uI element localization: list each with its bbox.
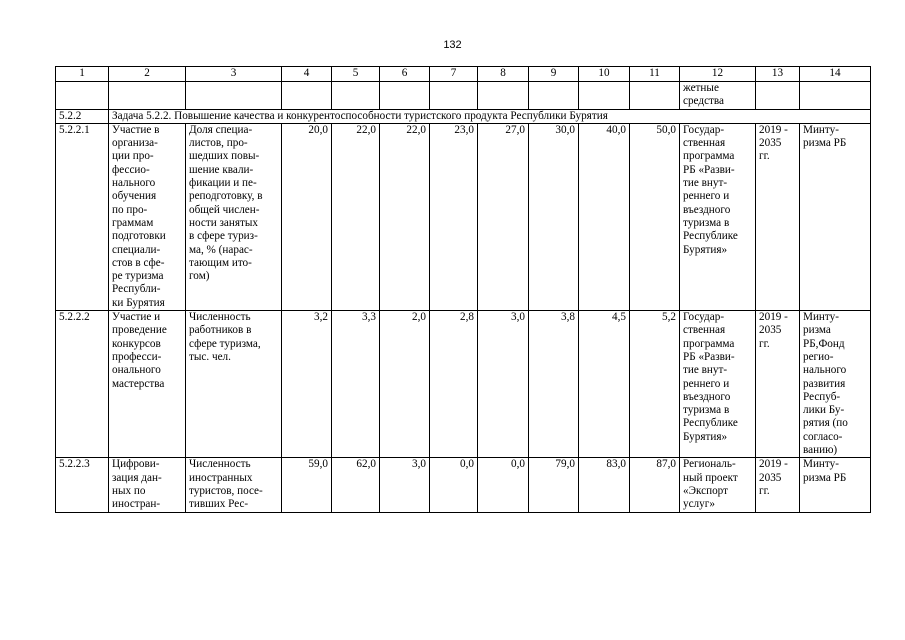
program-cell: Государ- ственная программа РБ «Разви- тие внут- реннего и въездного туризма в Республике Бурятия» <box>680 311 756 458</box>
value-cell: 3,2 <box>282 311 332 458</box>
executor-cell: Минту- ризма РБ <box>800 123 871 310</box>
period-cell: 2019 - 2035 гг. <box>756 123 800 310</box>
header-cell: 13 <box>756 67 800 82</box>
value-cell: 50,0 <box>630 123 680 310</box>
value-cell: 0,0 <box>430 458 478 512</box>
value-cell: 87,0 <box>630 458 680 512</box>
value-cell: 62,0 <box>332 458 380 512</box>
header-cell: 1 <box>56 67 109 82</box>
value-cell: 30,0 <box>529 123 579 310</box>
indicator-cell: Численность иностранных туристов, посе- тивших Рес- <box>186 458 282 512</box>
measure-cell: Участие в организа- ции про- фессио- нального обучения по про- граммам подготовки специали- стов в сфе- ре туризма Республи- ки Бурятия <box>109 123 186 310</box>
empty-cell <box>529 82 579 110</box>
empty-cell <box>282 82 332 110</box>
task-row <box>56 109 871 123</box>
header-cell: 14 <box>800 67 871 82</box>
header-cell: 3 <box>186 67 282 82</box>
empty-cell <box>478 82 529 110</box>
page-number: 132 <box>443 39 462 51</box>
value-cell: 2,8 <box>430 311 478 458</box>
row-id: 5.2.2.2 <box>56 311 109 458</box>
task-title: Задача 5.2.2. Повышение качества и конкурентоспособности туристского продукта Республики Бурятия <box>109 109 871 123</box>
task-id: 5.2.2 <box>56 109 109 123</box>
indicators-table <box>55 66 871 513</box>
header-cell: 4 <box>282 67 332 82</box>
value-cell: 5,2 <box>630 311 680 458</box>
value-cell: 0,0 <box>478 458 529 512</box>
value-cell: 40,0 <box>579 123 630 310</box>
carry-over-cell: жетные средства <box>680 82 756 110</box>
empty-cell <box>430 82 478 110</box>
header-cell: 10 <box>579 67 630 82</box>
value-cell: 83,0 <box>579 458 630 512</box>
value-cell: 23,0 <box>430 123 478 310</box>
measure-cell: Участие и проведение конкурсов професси- онального мастерства <box>109 311 186 458</box>
header-cell: 9 <box>529 67 579 82</box>
empty-cell <box>800 82 871 110</box>
row-id: 5.2.2.1 <box>56 123 109 310</box>
value-cell: 22,0 <box>380 123 430 310</box>
header-row <box>56 67 871 82</box>
empty-cell <box>332 82 380 110</box>
table-row <box>56 458 871 512</box>
table-row <box>56 311 871 458</box>
value-cell: 3,0 <box>478 311 529 458</box>
executor-cell: Минту- ризма РБ <box>800 458 871 512</box>
empty-cell <box>109 82 186 110</box>
value-cell: 27,0 <box>478 123 529 310</box>
program-cell: Государ- ственная программа РБ «Разви- тие внут- реннего и въездного туризма в Республике Бурятия» <box>680 123 756 310</box>
header-cell: 5 <box>332 67 380 82</box>
period-cell: 2019 - 2035 гг. <box>756 311 800 458</box>
header-cell: 8 <box>478 67 529 82</box>
empty-cell <box>380 82 430 110</box>
empty-cell <box>186 82 282 110</box>
period-cell: 2019 - 2035 гг. <box>756 458 800 512</box>
value-cell: 3,0 <box>380 458 430 512</box>
program-cell: Региональ- ный проект «Экспорт услуг» <box>680 458 756 512</box>
value-cell: 3,8 <box>529 311 579 458</box>
value-cell: 4,5 <box>579 311 630 458</box>
value-cell: 2,0 <box>380 311 430 458</box>
measure-cell: Цифрови- зация дан- ных по иностран- <box>109 458 186 512</box>
empty-cell <box>630 82 680 110</box>
table-body <box>56 67 871 513</box>
header-cell: 7 <box>430 67 478 82</box>
header-cell: 6 <box>380 67 430 82</box>
value-cell: 3,3 <box>332 311 380 458</box>
indicator-cell: Доля специа- листов, про- шедших повы- шение квали- фикации и пе- реподготовку, в общей числен- ности занятых в сфере туриз- ма, % (нарас- тающим ито- гом) <box>186 123 282 310</box>
value-cell: 79,0 <box>529 458 579 512</box>
header-cell: 12 <box>680 67 756 82</box>
empty-cell <box>756 82 800 110</box>
empty-cell <box>579 82 630 110</box>
row-id: 5.2.2.3 <box>56 458 109 512</box>
table-row <box>56 123 871 310</box>
value-cell: 22,0 <box>332 123 380 310</box>
header-cell: 11 <box>630 67 680 82</box>
indicator-cell: Численность работников в сфере туризма, тыс. чел. <box>186 311 282 458</box>
value-cell: 59,0 <box>282 458 332 512</box>
carry-over-row <box>56 82 871 110</box>
value-cell: 20,0 <box>282 123 332 310</box>
header-cell: 2 <box>109 67 186 82</box>
executor-cell: Минту- ризма РБ,Фонд регио- нального развития Респуб- лики Бу- рятия (по согласо- ванию) <box>800 311 871 458</box>
empty-cell <box>56 82 109 110</box>
